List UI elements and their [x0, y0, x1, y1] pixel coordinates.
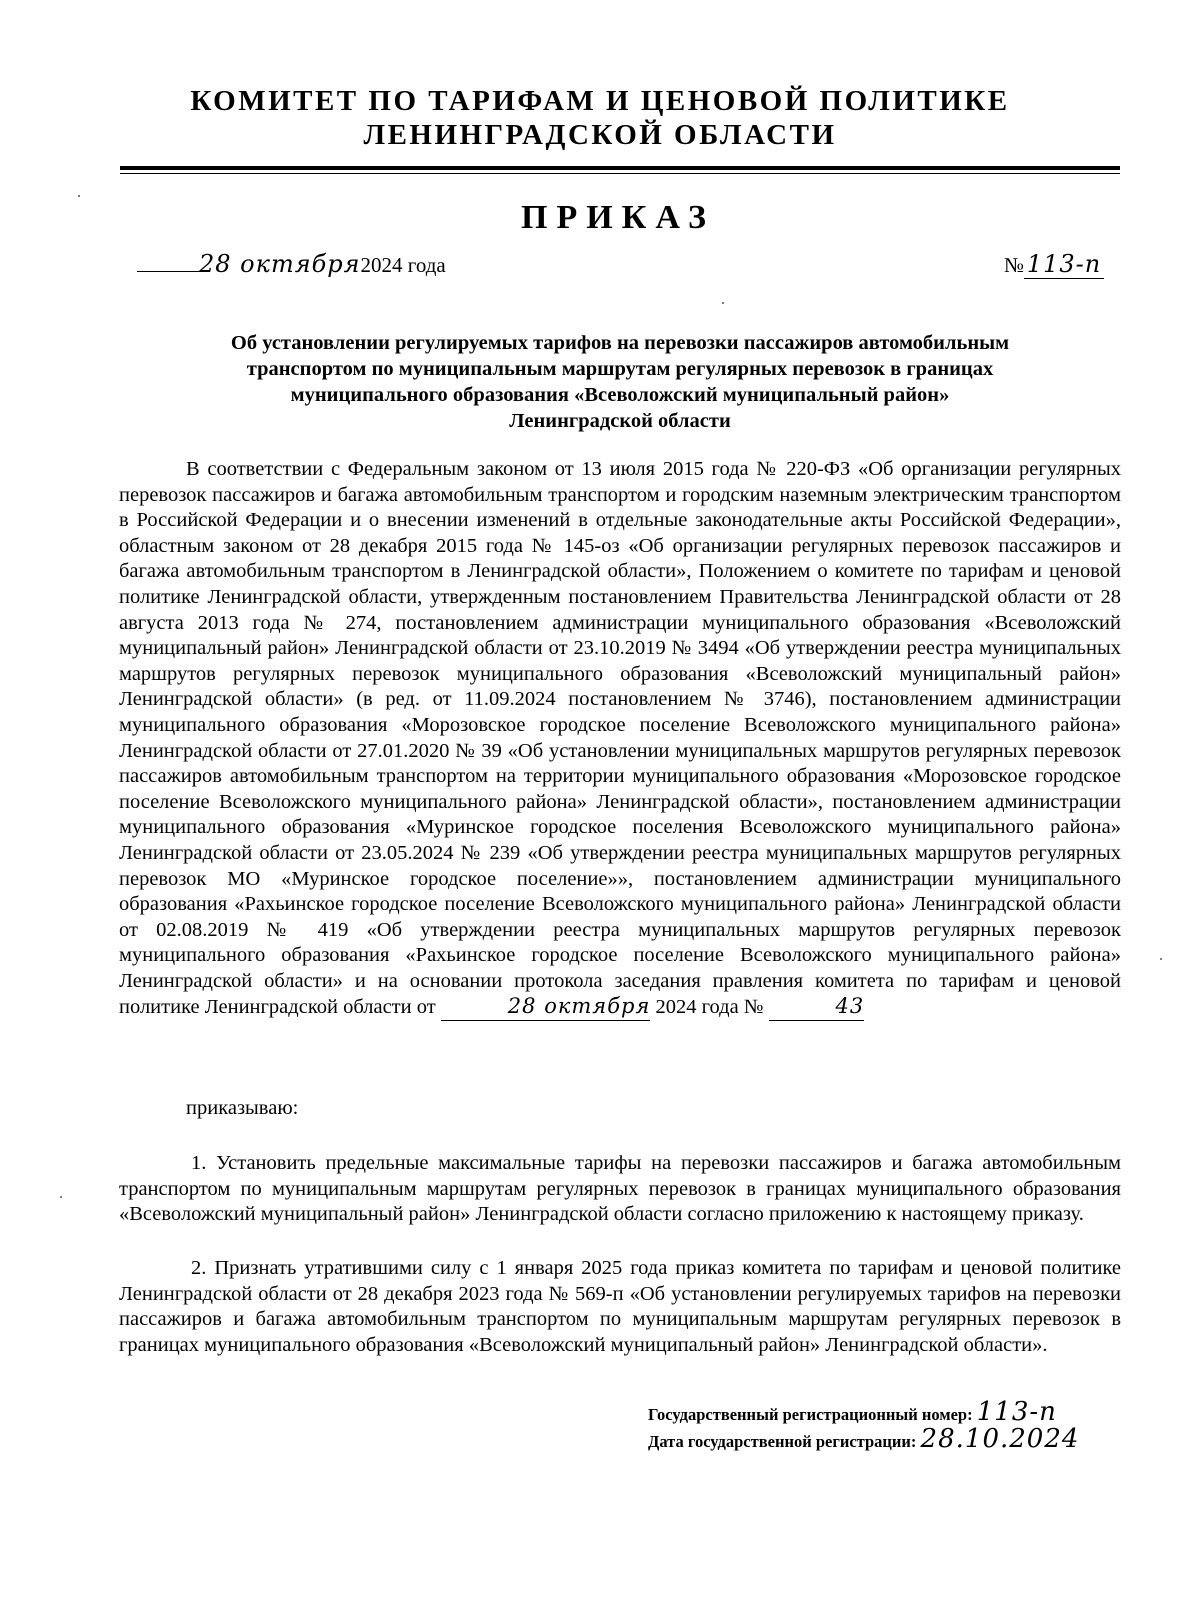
scan-speck [1160, 958, 1162, 960]
org-line-2: ЛЕНИНГРАДСКОЙ ОБЛАСТИ [363, 119, 837, 151]
scan-speck [60, 1196, 62, 1198]
order-item-2-text: Признать утратившими силу с 1 января 2025 года приказ комитета по тарифам и ценовой политике Ленинградской области от 28 декабря 2023 года № 569-п «Об установлении регулируемых тарифов на перевозки пассажиров и багажа автомобильным транспортом по муниципальным маршрутам регулярных перевозок в границах муниципального образования «Всеволожский муниципальный район» Ленинградской области». [119, 1257, 1122, 1356]
handwritten-protocol-number: 43 [769, 994, 865, 1021]
handwritten-protocol-date: 28 октября [441, 994, 651, 1021]
order-number [1004, 250, 1104, 279]
order-subject [120, 330, 1120, 434]
handwritten-registration-date: 28.10.2024 [920, 1424, 1080, 1454]
order-number-prefix: № [1003, 253, 1024, 277]
header-rule-thin [120, 173, 1120, 174]
handwritten-registration-number: 113-п [976, 1397, 1057, 1427]
handwritten-order-date: 28 октября [199, 250, 361, 278]
order-date [137, 250, 446, 278]
order-item-1 [119, 1151, 1121, 1228]
subject-line-1: Об установлении регулируемых тарифов на перевозки пассажиров автомобильным [230, 332, 1010, 354]
order-item-2 [119, 1256, 1121, 1358]
order-item-1-text: Установить предельные максимальные тарифы на перевозки пассажиров и багажа автомобильным транспортом по муниципальным маршрутам регулярных перевозок в границах муниципального образования «Всеволожский муниципальный район» Ленинградской области согласно приложению к настоящему приказу. [119, 1152, 1121, 1226]
order-item-2-number: 2. [191, 1257, 207, 1279]
order-item-1-number: 1. [191, 1152, 207, 1174]
registration-date-row [648, 1424, 1080, 1454]
document-type-title: ПРИКАЗ [521, 199, 715, 236]
registration-date-label: Дата государственной регистрации: [648, 1432, 917, 1451]
header-rule-thick [120, 166, 1120, 170]
org-line-1: КОМИТЕТ ПО ТАРИФАМ И ЦЕНОВОЙ ПОЛИТИКЕ [190, 85, 1010, 117]
registration-number-row [648, 1397, 1079, 1427]
registration-number-label: Государственный регистрационный номер: [648, 1405, 973, 1424]
order-date-year: 2024 года [360, 253, 446, 277]
preamble-paragraph [119, 457, 1121, 1021]
preamble-text: В соответствии с Федеральным законом от 13 июля 2015 года № 220-ФЗ «Об организации регулярных перевозок пассажиров и багажа автомобильным транспортом и городским наземным электрическим транспортом в Российской Федерации и о внесении изменений в отдельные законодательные акты Российской Федерации», областным законом от 28 декабря 2015 года № 145-оз «Об организации регулярных перевозок пассажиров и багажа автомобильным транспортом в Ленинградской области», Положением о комитете по тарифам и ценовой политике Ленинградской области, утвержденным постановлением Правительства Ленинградской области от 28 августа 2013 года № 274, постановлением администрации муниципального образования «Всеволожский муниципальный район» Ленинградской области от 23.10.2019 № 3494 «Об утверждении реестра муниципальных маршрутов регулярных перевозок муниципального образования «Всеволожский муниципальный район» Ленинградской области» (в ред. от 11.09.2024 постановлением № 3746), постановлением администрации муниципального образования «Морозовское городское поселение Всеволожского муниципального района» Ленинградской области от 27.01.2020 № 39 «Об установлении муниципальных маршрутов регулярных перевозок пассажиров автомобильным транспортом на территории муниципального образования «Морозовское городское поселение Всеволожского муниципального района» Ленинградской области», постановлением администрации муниципального образования «Муринское городское поселения Всеволожского муниципального района» Ленинградской области от 23.05.2024 № 239 «Об утверждении реестра муниципальных маршрутов регулярных перевозок МО «Муринское городское поселение»», постановлением администрации муниципального образования «Рахьинское городское поселение Всеволожского муниципального района» Ленинградской области от 02.08.2019 № 419 «Об утверждении реестра муниципальных маршрутов регулярных перевозок муниципального образования «Рахьинское городское поселение Всеволожского муниципального района» Ленинградской области» и на основании протокола заседания правления комитета по тарифам и ценовой политике Ленинградской области от [119, 458, 1121, 1019]
handwritten-order-number: 113-п [1024, 250, 1104, 279]
organization-header [0, 84, 1200, 152]
order-word: приказываю: [186, 1097, 299, 1119]
date-day-blank [137, 271, 199, 272]
subject-line-4: Ленинградской области [509, 410, 731, 432]
protocol-year: 2024 года № [655, 996, 764, 1019]
subject-line-3: муниципального образования «Всеволожский муниципальный район» [290, 384, 950, 406]
scan-speck [78, 195, 80, 197]
registration-block [648, 1397, 1080, 1454]
scan-speck [722, 302, 724, 304]
subject-line-2: транспортом по муниципальным маршрутам регулярных перевозок в границах [246, 358, 994, 380]
